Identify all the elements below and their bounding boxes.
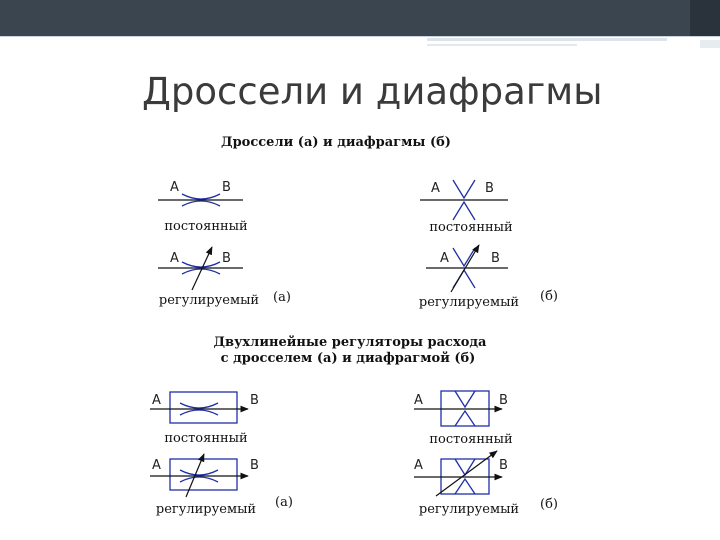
regulator-throttle-adjustable-symbol bbox=[150, 454, 259, 497]
caption-adjustable: регулируемый bbox=[418, 502, 520, 517]
port-a-label: A bbox=[170, 251, 179, 266]
figure-heading-2-line-2: с дросселем (а) и диафрагмой (б) bbox=[220, 351, 476, 366]
regulator-throttle-constant-symbol bbox=[150, 392, 259, 423]
figure-heading-1: Дроссели (а) и диафрагмы (б) bbox=[221, 135, 451, 150]
caption-constant: постоянный bbox=[429, 432, 513, 447]
mark-b: (б) bbox=[540, 497, 558, 512]
mark-b: (б) bbox=[540, 289, 558, 304]
port-b-label: B bbox=[491, 251, 500, 266]
diaphragm-constant-symbol bbox=[420, 180, 508, 220]
port-b-label: B bbox=[222, 251, 231, 266]
caption-constant: постоянный bbox=[164, 219, 248, 234]
port-b-label: B bbox=[250, 393, 259, 408]
port-b-label: B bbox=[222, 180, 231, 195]
port-a-label: A bbox=[414, 458, 423, 473]
port-b-label: B bbox=[499, 393, 508, 408]
port-a-label: A bbox=[440, 251, 449, 266]
caption-adjustable: регулируемый bbox=[158, 293, 260, 308]
regulator-diaphragm-adjustable-symbol bbox=[414, 451, 508, 496]
throttle-constant-symbol bbox=[158, 180, 243, 206]
port-b-label: B bbox=[250, 458, 259, 473]
mark-a: (а) bbox=[275, 495, 293, 510]
caption-adjustable: регулируемый bbox=[418, 295, 520, 310]
port-a-label: A bbox=[152, 458, 161, 473]
regulator-diaphragm-constant-symbol bbox=[414, 391, 508, 426]
port-a-label: A bbox=[170, 180, 179, 195]
port-a-label: A bbox=[431, 181, 440, 196]
slide-title: Дроссели и диафрагмы bbox=[142, 70, 603, 113]
figure-heading-2-line-1: Двухлинейные регуляторы расхода bbox=[213, 335, 487, 350]
port-a-label: A bbox=[152, 393, 161, 408]
caption-adjustable: регулируемый bbox=[155, 502, 257, 517]
port-b-label: B bbox=[485, 181, 494, 196]
diaphragm-adjustable-symbol bbox=[426, 245, 508, 292]
caption-constant: постоянный bbox=[429, 220, 513, 235]
mark-a: (а) bbox=[273, 290, 291, 305]
caption-constant: постоянный bbox=[164, 431, 248, 446]
port-b-label: B bbox=[499, 458, 508, 473]
port-a-label: A bbox=[414, 393, 423, 408]
throttle-adjustable-symbol bbox=[158, 247, 243, 290]
